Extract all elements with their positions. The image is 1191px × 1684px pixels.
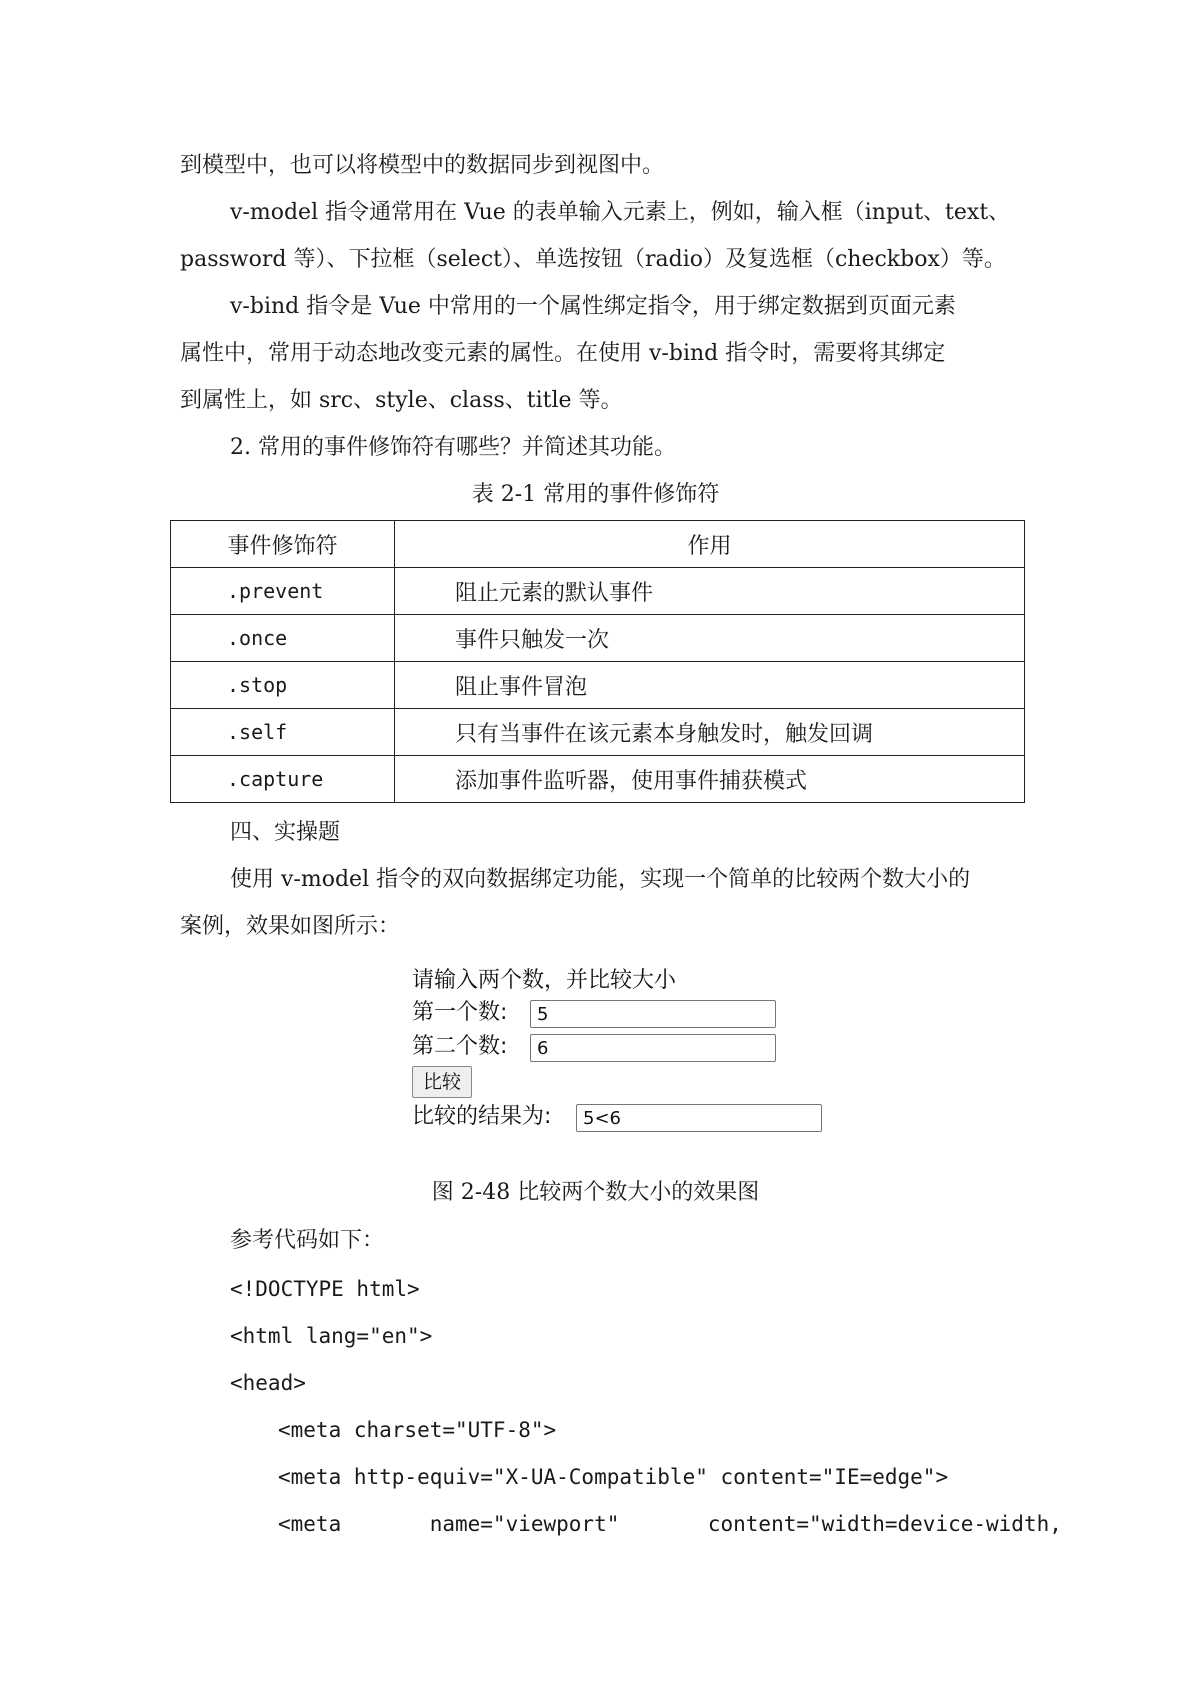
paragraph-line: password 等）、下拉框（select）、单选按钮（radio）及复选框（checkbox）等。 <box>180 247 1006 272</box>
modifier-cell: .self <box>171 709 395 756</box>
table-header-row <box>171 521 1025 568</box>
paragraph-line: 属性中，常用于动态地改变元素的属性。在使用 v-bind 指令时，需要将其绑定 <box>180 341 946 366</box>
compare-button[interactable]: 比较 <box>412 1066 472 1098</box>
second-number-input[interactable]: 6 <box>530 1034 776 1062</box>
second-number-label: 第二个数: <box>412 1034 508 1059</box>
result-label: 比较的结果为: <box>412 1104 552 1129</box>
modifier-cell: .once <box>171 615 395 662</box>
figure-caption: 图 2-48 比较两个数大小的效果图 <box>431 1180 760 1205</box>
question-text: 2. 常用的事件修饰符有哪些？并简述其功能。 <box>230 435 676 460</box>
modifier-cell: .stop <box>171 662 395 709</box>
demo-title: 请输入两个数，并比较大小 <box>412 968 677 993</box>
description-cell: 只有当事件在该元素本身触发时，触发回调 <box>395 709 1025 756</box>
table-caption: 表 2-1 常用的事件修饰符 <box>471 482 720 507</box>
description-cell: 阻止元素的默认事件 <box>395 568 1025 615</box>
code-line: <meta http-equiv="X-UA-Compatible" content="IE=edge"> <box>278 1465 949 1489</box>
paragraph-line: 案例，效果如图所示： <box>180 914 401 939</box>
code-line: <html lang="en"> <box>230 1324 433 1348</box>
paragraph-line: v-bind 指令是 Vue 中常用的一个属性绑定指令，用于绑定数据到页面元素 <box>230 294 956 319</box>
table-header-cell: 作用 <box>395 521 1025 568</box>
paragraph-line: 使用 v-model 指令的双向数据绑定功能，实现一个简单的比较两个数大小的 <box>230 867 971 892</box>
table-row <box>171 756 1025 803</box>
paragraph-line: 到模型中，也可以将模型中的数据同步到视图中。 <box>180 153 665 178</box>
code-line: <meta name="viewport" content="width=device-width, <box>278 1512 1062 1536</box>
description-cell: 阻止事件冒泡 <box>395 662 1025 709</box>
result-output-field[interactable]: 5<6 <box>576 1104 822 1132</box>
code-line: <meta charset="UTF-8"> <box>278 1418 557 1442</box>
code-line: <head> <box>230 1371 306 1395</box>
table-row <box>171 662 1025 709</box>
table-header-cell: 事件修饰符 <box>171 521 395 568</box>
modifier-cell: .prevent <box>171 568 395 615</box>
table-row <box>171 615 1025 662</box>
paragraph-line: 到属性上，如 src、style、class、title 等。 <box>180 388 623 413</box>
code-intro: 参考代码如下： <box>230 1228 385 1253</box>
modifier-cell: .capture <box>171 756 395 803</box>
table-row <box>171 568 1025 615</box>
code-line: <!DOCTYPE html> <box>230 1277 420 1301</box>
event-modifier-table <box>170 520 1025 803</box>
description-cell: 事件只触发一次 <box>395 615 1025 662</box>
first-number-input[interactable]: 5 <box>530 1000 776 1028</box>
first-number-label: 第一个数: <box>412 1000 508 1025</box>
section-heading: 四、实操题 <box>230 820 341 845</box>
table-row <box>171 709 1025 756</box>
paragraph-line: v-model 指令通常用在 Vue 的表单输入元素上，例如，输入框（input、text、 <box>230 200 1011 225</box>
description-cell: 添加事件监听器，使用事件捕获模式 <box>395 756 1025 803</box>
